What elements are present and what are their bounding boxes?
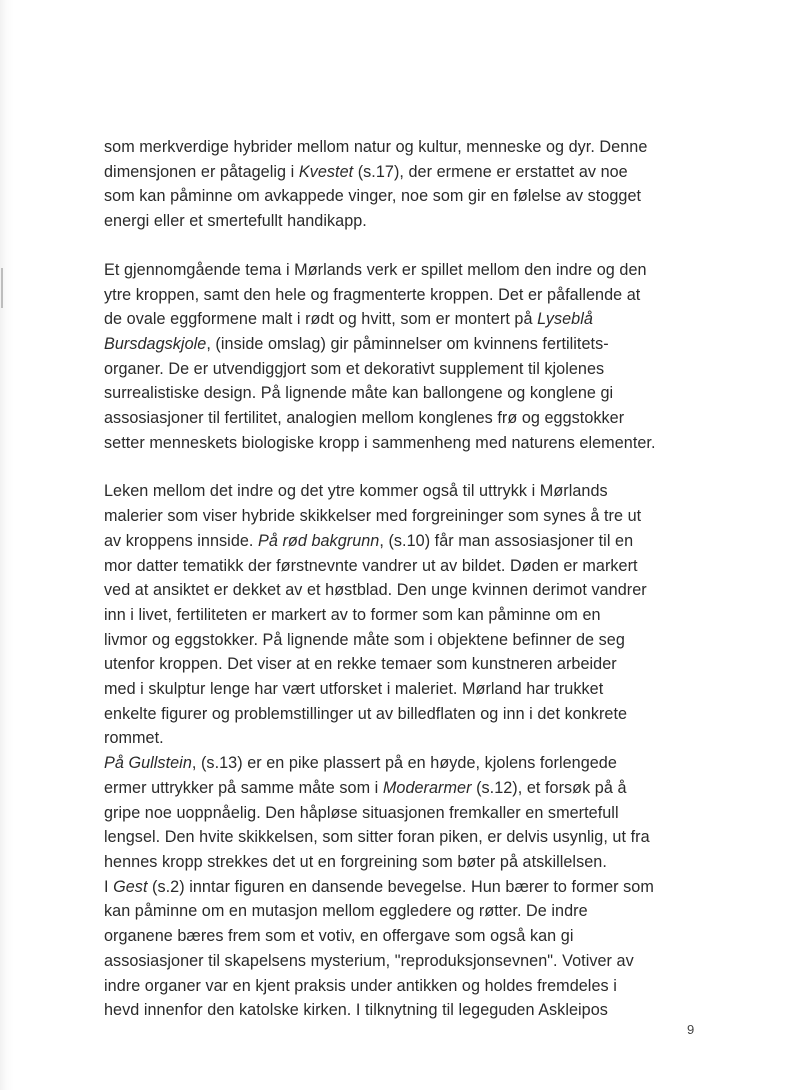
text-line: organer. De er utvendiggjort som et dekorativt supplement til kjolenes [104,359,605,378]
body-text [104,135,704,1023]
artwork-title: På Gullstein [104,754,192,773]
artwork-title: På rød bakgrunn [258,531,380,550]
text-line: assosiasjoner til skapelsens mysterium, "reproduksjonsevnen". Votiver av [104,951,634,970]
page-number: 9 [687,1022,695,1037]
text-line: hennes kropp strekkes det ut en forgreining som bøter på atskillelsen. [104,852,607,871]
scan-edge-mark [1,268,3,308]
text-line: utenfor kroppen. Det viser at en rekke temaer som kunstneren arbeider [104,655,617,674]
artwork-title: Bursdagskjole [104,334,207,353]
paragraph-5 [104,875,704,1023]
text-line: malerier som viser hybride skikkelser med forgreininger som synes å tre ut [104,507,642,526]
text-line: enkelte figurer og problemstillinger ut av billedflaten og inn i det konkrete [104,704,628,723]
text-line: organene bæres frem som et votiv, en offergave som også kan gi [104,927,574,946]
text-line: dimensjonen er påtagelig i Kvestet (s.17), der ermene er erstattet av noe [104,162,628,181]
text-line: lengsel. Den hvite skikkelsen, som sitter foran piken, er delvis usynlig, ut fra [104,828,650,847]
text-line: mor datter tematikk der førstnevnte vandrer ut av bildet. Døden er markert [104,556,638,575]
text-line: setter menneskets biologiske kropp i sammenheng med naturens elementer. [104,433,656,452]
text-line: hevd innenfor den katolske kirken. I tilknytning til legeguden Askleipos [104,1001,608,1020]
text-line: ermer uttrykker på samme måte som i Moderarmer (s.12), et forsøk på å [104,778,627,797]
text-line: livmor og eggstokker. På lignende måte som i objektene befinner de seg [104,630,625,649]
text-line: gripe noe uoppnåelig. Den håpløse situasjonen fremkaller en smertefull [104,803,619,822]
artwork-title: Lyseblå [537,310,593,329]
paragraph-3 [104,479,704,751]
text-line: med i skulptur lenge har vært utforsket i maleriet. Mørland har trukket [104,680,604,699]
text-line: assosiasjoner til fertilitet, analogien mellom konglenes frø og eggstokker [104,409,625,428]
text-line: Et gjennomgående tema i Mørlands verk er spillet mellom den indre og den [104,260,647,279]
text-line: I Gest (s.2) inntar figuren en dansende bevegelse. Hun bærer to former som [104,877,654,896]
paragraph-1 [104,135,704,234]
text-line: energi eller et smertefullt handikapp. [104,212,367,231]
text-line: kan påminne om en mutasjon mellom eggledere og røtter. De indre [104,902,588,921]
artwork-title: Gest [113,877,148,896]
text-line: av kroppens innside. På rød bakgrunn, (s.10) får man assosiasjoner til en [104,531,634,550]
text-line: indre organer var en kjent praksis under antikken og holdes fremdeles i [104,976,617,995]
text-line: Leken mellom det indre og det ytre kommer også til uttrykk i Mørlands [104,482,608,501]
text-line: de ovale eggformene malt i rødt og hvitt, som er montert på Lyseblå [104,310,593,329]
text-line: rommet. [104,729,164,748]
paragraph-2 [104,258,704,456]
text-line: På Gullstein, (s.13) er en pike plassert på en høyde, kjolens forlengede [104,754,617,773]
text-line: ved at ansiktet er dekket av et høstblad. Den unge kvinnen derimot vandrer [104,581,647,600]
text-line: Bursdagskjole, (inside omslag) gir påminnelser om kvinnens fertilitets- [104,334,609,353]
text-line: ytre kroppen, samt den hele og fragmenterte kroppen. Det er påfallende at [104,285,641,304]
artwork-title: Kvestet [298,162,354,181]
text-line: surrealistiske design. På lignende måte kan ballongene og konglene gi [104,384,614,403]
text-line: som merkverdige hybrider mellom natur og kultur, menneske og dyr. Denne [104,138,648,156]
text-line: som kan påminne om avkappede vinger, noe som gir en følelse av stogget [104,187,642,206]
text-line: inn i livet, fertiliteten er markert av to former som kan påminne om en [104,605,601,624]
paragraph-4 [104,751,704,875]
artwork-title: Moderarmer [382,778,472,797]
